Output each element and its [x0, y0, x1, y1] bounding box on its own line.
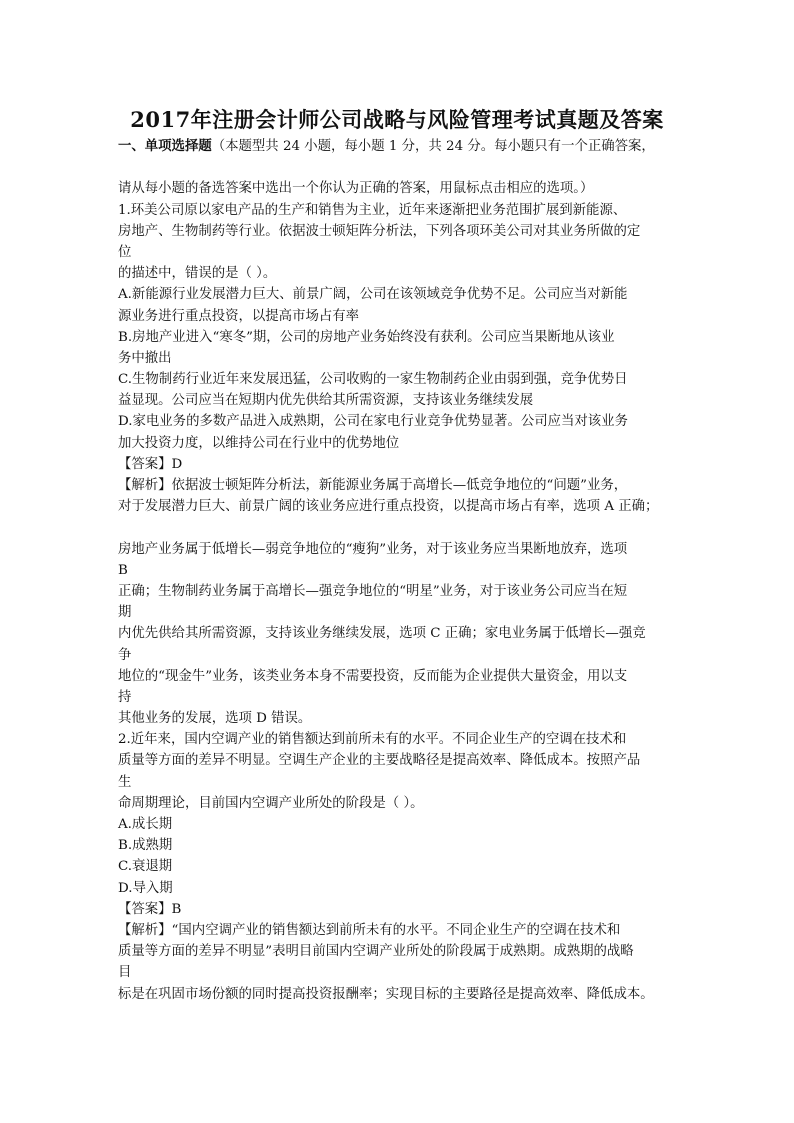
section-note: （本题型共 24 小题，每小题 1 分，共 24 分。每小题只有一个正确答案，: [211, 139, 655, 154]
q1-analysis-line: 内优先供给其所需资源，支持该业务继续发展，选项 C 正确；家电业务属于低增长—强竞: [118, 626, 646, 642]
document-body: [118, 136, 688, 1005]
q2-option-d: D.导入期: [118, 880, 173, 896]
q2-analysis-line: 质量等方面的差异不明显”表明目前国内空调产业所处的阶段属于成熟期。成熟期的战略: [118, 944, 634, 960]
q1-option-d: 加大投资力度，以维持公司在行业中的优势地位: [118, 435, 400, 451]
q2-stem-line: 2.近年来，国内空调产业的销售额达到前所未有的水平。不同企业生产的空调在技术和: [118, 732, 627, 748]
q1-answer: 【答案】D: [118, 456, 183, 472]
section-note-line: 请从每小题的备选答案中选出一个你认为正确的答案，用鼠标点击相应的选项。）: [118, 181, 594, 197]
q1-analysis-line: 【解析】依据波士顿矩阵分析法，新能源业务属于高增长—低竞争地位的“问题”业务，: [118, 478, 628, 493]
q1-option-c: 益显现。公司应当在短期内优先供给其所需资源，支持该业务继续发展: [118, 393, 534, 409]
q1-analysis-line: 持: [118, 689, 132, 705]
q2-option-b: B.成熟期: [118, 838, 173, 854]
q1-analysis-line: 正确；生物制药业务属于高增长—强竞争地位的“明星”业务，对于该业务公司应当在短: [118, 583, 628, 599]
q1-analysis-line: 地位的“现金牛”业务，该类业务本身不需要投资，反而能为企业提供大量资金，用以支: [118, 668, 628, 684]
section-intro-line: [118, 136, 688, 157]
q1-analysis-line: 其他业务的发展，选项 D 错误。: [118, 711, 312, 727]
q2-stem-line: 生: [118, 774, 132, 790]
q2-stem-line: 质量等方面的差异不明显。空调生产企业的主要战略径是提高效率、降低成本。按照产品: [118, 753, 641, 769]
q2-option-c: C.衰退期: [118, 859, 173, 875]
q2-option-a: A.成长期: [118, 817, 173, 832]
q2-analysis-line: 标是在巩固市场份额的同时提高投资报酬率；实现目标的主要路径是提高效率、降低成本。: [118, 986, 654, 1002]
q1-analysis-line: 期: [118, 605, 132, 621]
q2-analysis-line: 目: [118, 965, 132, 981]
q2-stem-line: 命周期理论，目前国内空调产业所处的阶段是（ ）。: [118, 795, 424, 811]
q1-analysis-line: B: [118, 562, 128, 578]
q1-analysis-line: 争: [118, 647, 132, 663]
q1-option-a: 源业务进行重点投资，以提高市场占有率: [118, 308, 360, 324]
q1-stem-line: 的描述中，错误的是（ ）。: [118, 266, 277, 282]
q1-analysis-line: 房地产业务属于低增长—弱竞争地位的“瘦狗”业务，对于该业务应当果断地放弃，选项: [118, 541, 628, 557]
q1-option-c: C.生物制药行业近年来发展迅猛，公司收购的一家生物制药企业由弱到强，竞争优势日: [118, 372, 628, 388]
document-title: 2017年注册会计师公司战略与风险管理考试真题及答案: [130, 107, 664, 132]
q1-stem-line: 1.环美公司原以家电产品的生产和销售为主业，近年来逐渐把业务范围扩展到新能源、: [118, 202, 627, 218]
section-heading: 一、单项选择题: [118, 138, 212, 154]
q1-option-b: B.房地产业进入“寒冬”期，公司的房地产业务始终没有获利。公司应当果断地从该业: [118, 329, 615, 345]
q1-stem-line: 位: [118, 244, 132, 260]
q1-option-a: A.新能源行业发展潜力巨大、前景广阔，公司在该领域竞争优势不足。公司应当对新能: [118, 287, 628, 303]
q2-analysis-line: 【解析】“国内空调产业的销售额达到前所未有的水平。不同企业生产的空调在技术和: [118, 922, 621, 938]
q2-answer: 【答案】B: [118, 901, 182, 917]
q1-option-d: D.家电业务的多数产品进入成熟期，公司在家电行业竞争优势显著。公司应当对该业务: [118, 414, 628, 430]
q1-stem-line: 房地产、生物制药等行业。依据波士顿矩阵分析法，下列各项环美公司对其业务所做的定: [118, 223, 641, 239]
q1-option-b: 务中撤出: [118, 350, 172, 366]
q1-analysis-line: 对于发展潜力巨大、前景广阔的该业务应进行重点投资，以提高市场占有率，选项 A 正确；: [118, 499, 659, 515]
